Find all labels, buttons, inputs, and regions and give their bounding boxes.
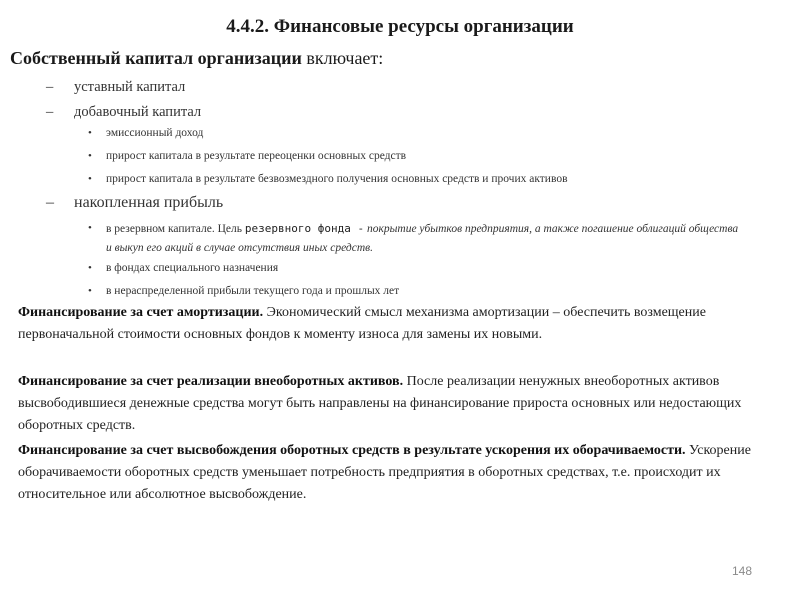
page-title: 4.4.2. Финансовые ресурсы организации bbox=[226, 16, 574, 37]
item-dobavochny: добавочный капитал bbox=[74, 104, 202, 120]
list-item bbox=[46, 194, 223, 212]
reserve-text: в резервном капитале. Цель bbox=[106, 223, 245, 235]
bullet-marker: • bbox=[88, 262, 92, 274]
list-item bbox=[46, 79, 185, 96]
reserve-purpose: покрытие убытков предприятия, а также погашение облигаций общества и выкуп его акций в случае отсутствия иных средств. bbox=[106, 223, 739, 254]
item-nakoplennaya: накопленная прибыль bbox=[74, 194, 224, 211]
para-text: Экономический смысл механизма амортизации – обеспечить возмещение первоначальной стоимости основных фондов к моменту износа для замены их новыми. bbox=[18, 305, 706, 342]
bullet-marker: • bbox=[88, 173, 92, 185]
sub-item-text: в нераспределенной прибыли текущего года и прошлых лет bbox=[106, 285, 400, 297]
para-text: После реализации ненужных внеоборотных активов высвободившиеся денежные средства могут быть направлены на финансирование прироста основных или недостающих оборотных средств. bbox=[18, 374, 742, 433]
list-item bbox=[46, 104, 201, 121]
sub-list-item bbox=[88, 219, 742, 258]
intro-bold: Собственный капитал организации bbox=[10, 48, 302, 68]
dash-marker: – bbox=[46, 194, 54, 211]
dash-marker: – bbox=[46, 104, 54, 120]
page-number: 148 bbox=[731, 564, 752, 578]
sub-list-item bbox=[88, 282, 742, 301]
intro-rest: включает: bbox=[301, 48, 384, 68]
para-text: Ускорение оборачиваемости оборотных средств уменьшает потребность предприятия в оборотных средствах, т.е. происходит их относительное или абсолютное высвобождение. bbox=[18, 443, 751, 502]
para-bold: Финансирование за счет высвобождения оборотных средств в результате ускорения их оборачиваемости. bbox=[18, 443, 686, 458]
bullet-marker: • bbox=[88, 150, 92, 162]
paragraph-noncurrent-assets bbox=[18, 371, 778, 437]
para-bold: Финансирование за счет реализации внеоборотных активов. bbox=[18, 374, 404, 389]
paragraph-working-capital bbox=[18, 440, 778, 506]
sub-list-item bbox=[88, 259, 742, 278]
bullet-marker: • bbox=[88, 222, 92, 234]
item-ustavny: уставный капитал bbox=[74, 79, 186, 95]
sub-item-text: эмиссионный доход bbox=[106, 127, 204, 139]
para-bold: Финансирование за счет амортизации. bbox=[18, 305, 264, 320]
sub-list-item bbox=[88, 170, 742, 189]
sub-item-text bbox=[92, 219, 742, 258]
intro-line bbox=[10, 48, 383, 69]
sub-item-text: прирост капитала в результате безвозмездного получения основных средств и прочих активов bbox=[106, 173, 568, 185]
sub-item-text: прирост капитала в результате переоценки основных средств bbox=[106, 150, 407, 162]
paragraph-amortization bbox=[18, 302, 778, 346]
sub-item-text: в фондах специального назначения bbox=[106, 262, 279, 274]
reserve-fund-term: резервного фонда - bbox=[244, 222, 365, 235]
sub-list-item bbox=[88, 147, 742, 166]
bullet-marker: • bbox=[88, 127, 92, 139]
bullet-marker: • bbox=[88, 285, 92, 297]
dash-marker: – bbox=[46, 79, 54, 95]
sub-list-item bbox=[88, 124, 742, 143]
